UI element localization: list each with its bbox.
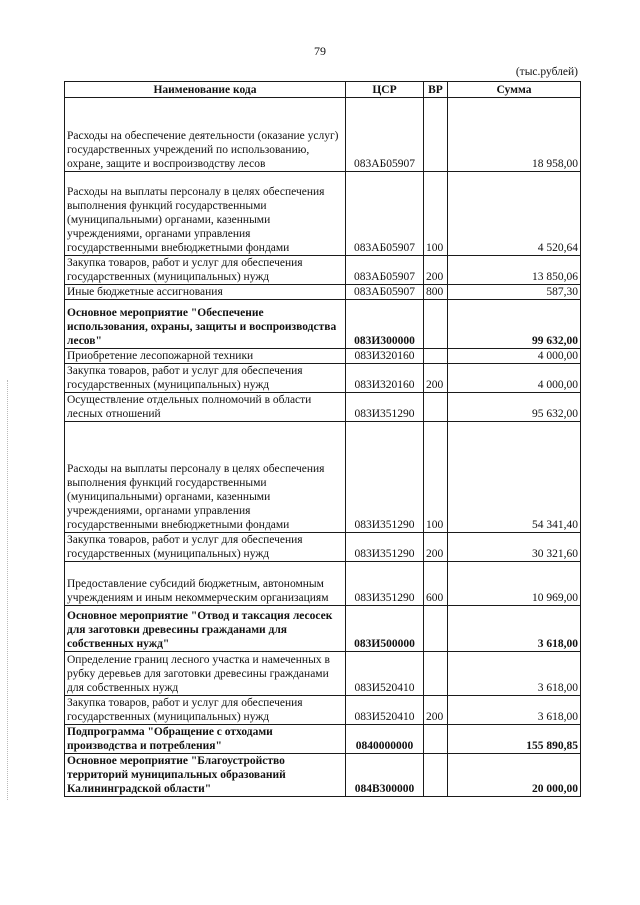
- table-row: [65, 285, 581, 300]
- row-csr-cell: 083И351290: [346, 562, 424, 606]
- header-csr: ЦСР: [346, 82, 424, 98]
- row-csr-cell: 083И351290: [346, 533, 424, 562]
- row-name-cell: Предоставление субсидий бюджетным, автономным учреждениям и иным некоммерческим организациям: [65, 562, 346, 606]
- row-sum-cell: 4 000,00: [448, 349, 581, 364]
- row-sum-cell: 3 618,00: [448, 652, 581, 696]
- row-name-cell: Определение границ лесного участка и намеченных в рубку деревьев для заготовки древесины гражданами для собственных нужд: [65, 652, 346, 696]
- row-vr-cell: [424, 300, 448, 349]
- table-row: [65, 349, 581, 364]
- row-vr-cell: 200: [424, 533, 448, 562]
- row-csr-cell: 083И320160: [346, 349, 424, 364]
- row-vr-cell: 100: [424, 172, 448, 256]
- row-vr-cell: 200: [424, 696, 448, 725]
- row-sum-cell: 18 958,00: [448, 98, 581, 172]
- row-csr-cell: 083И520410: [346, 696, 424, 725]
- row-name-cell: Закупка товаров, работ и услуг для обеспечения государственных (муниципальных) нужд: [65, 533, 346, 562]
- row-sum-cell: 155 890,85: [448, 725, 581, 754]
- table-row: [65, 422, 581, 533]
- row-csr-cell: 083И351290: [346, 422, 424, 533]
- table-header-row: [65, 82, 581, 98]
- table-row: [65, 652, 581, 696]
- row-sum-cell: 3 618,00: [448, 606, 581, 652]
- table-row: [65, 172, 581, 256]
- row-vr-cell: [424, 652, 448, 696]
- row-sum-cell: 3 618,00: [448, 696, 581, 725]
- units-label: (тыс.рублей): [515, 66, 578, 78]
- scan-edge-marks: [7, 380, 9, 800]
- table-row: [65, 364, 581, 393]
- row-csr-cell: 083АБ05907: [346, 98, 424, 172]
- table-row: [65, 754, 581, 797]
- table-row: [65, 562, 581, 606]
- table-row: [65, 606, 581, 652]
- row-vr-cell: [424, 754, 448, 797]
- row-vr-cell: 600: [424, 562, 448, 606]
- row-sum-cell: 95 632,00: [448, 393, 581, 422]
- row-sum-cell: 587,30: [448, 285, 581, 300]
- header-vr: ВР: [424, 82, 448, 98]
- row-csr-cell: 083И500000: [346, 606, 424, 652]
- row-csr-cell: 083И320160: [346, 364, 424, 393]
- row-vr-cell: [424, 349, 448, 364]
- table-body: [65, 98, 581, 797]
- row-csr-cell: 083АБ05907: [346, 172, 424, 256]
- row-sum-cell: 54 341,40: [448, 422, 581, 533]
- row-name-cell: Закупка товаров, работ и услуг для обеспечения государственных (муниципальных) нужд: [65, 696, 346, 725]
- row-csr-cell: 083АБ05907: [346, 285, 424, 300]
- row-vr-cell: [424, 725, 448, 754]
- table-row: [65, 725, 581, 754]
- row-vr-cell: 100: [424, 422, 448, 533]
- row-sum-cell: 20 000,00: [448, 754, 581, 797]
- row-vr-cell: 200: [424, 256, 448, 285]
- row-vr-cell: 200: [424, 364, 448, 393]
- row-name-cell: Приобретение лесопожарной техники: [65, 349, 346, 364]
- row-csr-cell: 083И351290: [346, 393, 424, 422]
- row-name-cell: Расходы на обеспечение деятельности (оказание услуг) государственных учреждений по использованию, охране, защите и воспроизводству лесов: [65, 98, 346, 172]
- row-csr-cell: 0840000000: [346, 725, 424, 754]
- table-row: [65, 696, 581, 725]
- row-name-cell: Основное мероприятие "Обеспечение использования, охраны, защиты и воспроизводства лесов": [65, 300, 346, 349]
- row-name-cell: Основное мероприятие "Благоустройство территорий муниципальных образований Калининградской области": [65, 754, 346, 797]
- row-csr-cell: 083АБ05907: [346, 256, 424, 285]
- row-csr-cell: 084В300000: [346, 754, 424, 797]
- row-sum-cell: 99 632,00: [448, 300, 581, 349]
- budget-table: [64, 81, 581, 797]
- table-row: [65, 256, 581, 285]
- row-name-cell: Закупка товаров, работ и услуг для обеспечения государственных (муниципальных) нужд: [65, 364, 346, 393]
- row-name-cell: Иные бюджетные ассигнования: [65, 285, 346, 300]
- row-sum-cell: 10 969,00: [448, 562, 581, 606]
- table-row: [65, 300, 581, 349]
- page-number: 79: [314, 44, 326, 58]
- row-vr-cell: [424, 393, 448, 422]
- table-row: [65, 533, 581, 562]
- row-vr-cell: [424, 606, 448, 652]
- row-sum-cell: 4 520,64: [448, 172, 581, 256]
- row-sum-cell: 13 850,06: [448, 256, 581, 285]
- row-name-cell: Закупка товаров, работ и услуг для обеспечения государственных (муниципальных) нужд: [65, 256, 346, 285]
- row-name-cell: Расходы на выплаты персоналу в целях обеспечения выполнения функций государственными (муниципальными) органами, казенными учреждениями, органами управления государственными внебюджетными фондами: [65, 172, 346, 256]
- row-sum-cell: 4 000,00: [448, 364, 581, 393]
- header-sum: Сумма: [448, 82, 581, 98]
- header-name: Наименование кода: [65, 82, 346, 98]
- row-sum-cell: 30 321,60: [448, 533, 581, 562]
- table-row: [65, 393, 581, 422]
- row-name-cell: Осуществление отдельных полномочий в области лесных отношений: [65, 393, 346, 422]
- row-vr-cell: [424, 98, 448, 172]
- row-name-cell: Подпрограмма "Обращение с отходами производства и потребления": [65, 725, 346, 754]
- row-name-cell: Основное мероприятие "Отвод и таксация лесосек для заготовки древесины гражданами для собственных нужд": [65, 606, 346, 652]
- row-csr-cell: 083И520410: [346, 652, 424, 696]
- table-row: [65, 98, 581, 172]
- row-csr-cell: 083И300000: [346, 300, 424, 349]
- row-vr-cell: 800: [424, 285, 448, 300]
- row-name-cell: Расходы на выплаты персоналу в целях обеспечения выполнения функций государственными (муниципальными) органами, казенными учреждениями, органами управления государственными внебюджетными фондами: [65, 422, 346, 533]
